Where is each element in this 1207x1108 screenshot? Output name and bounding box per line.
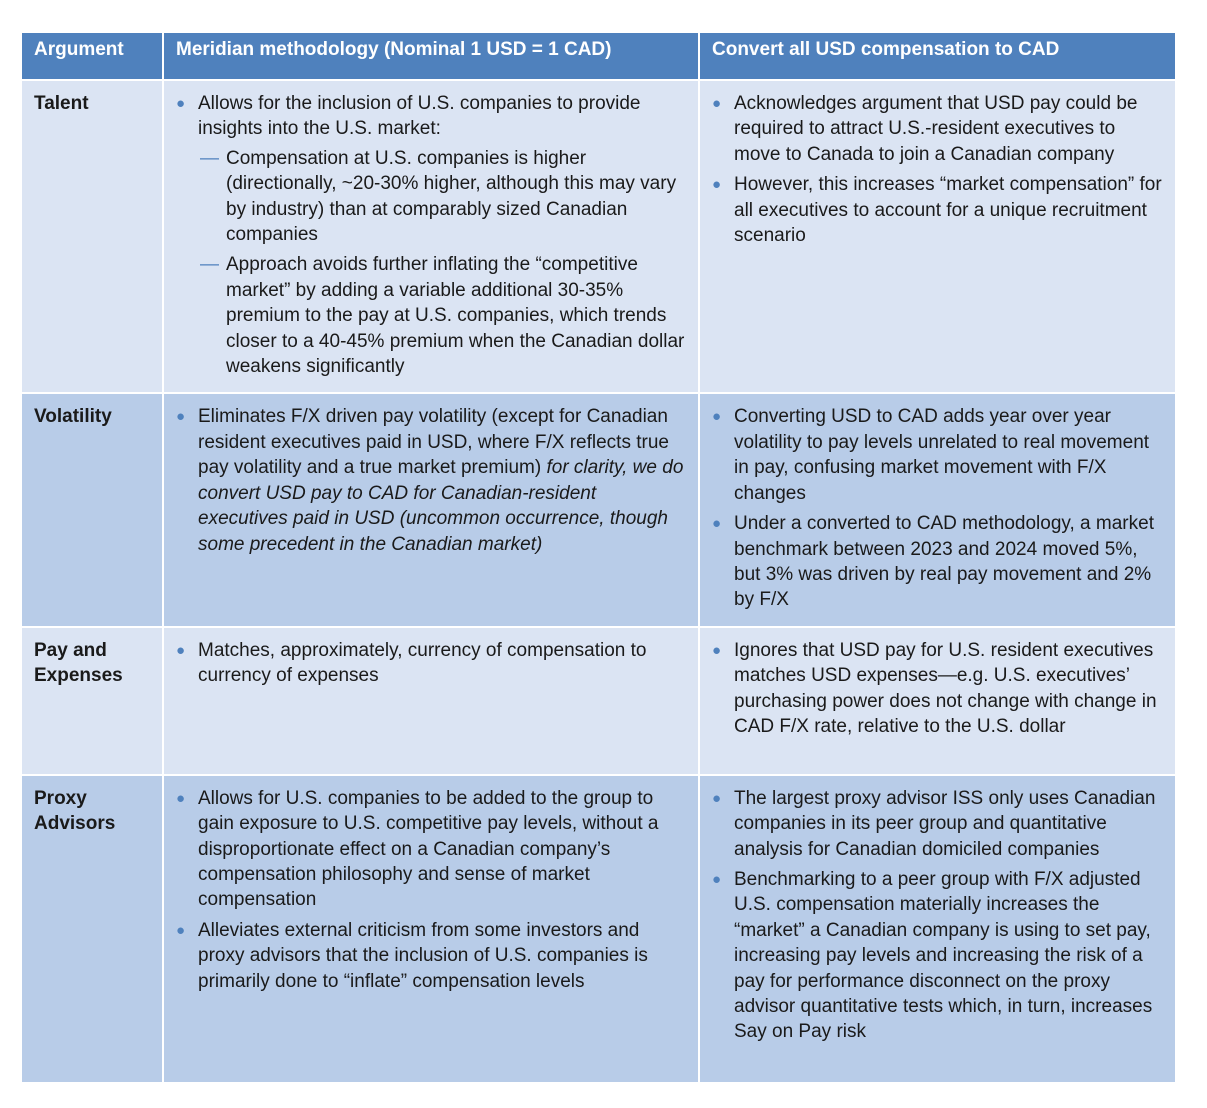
bullet-text: The largest proxy advisor ISS only uses Canadian companies in its peer group and quantitative analysis for Canadian domiciled companies	[734, 787, 1156, 860]
list-item	[176, 918, 688, 994]
row-talent	[22, 81, 1175, 394]
bullet-italic-text: for clarity, we do convert USD pay to CAD for Canadian-resident executives paid in USD (uncommon occurrence, though some precedent in the Canadian market)	[198, 457, 684, 555]
em-dash-icon: —	[200, 147, 219, 169]
bullet-text: Acknowledges argument that USD pay could be required to attract U.S.-resident executives to move to Canada to join a Canadian company	[734, 93, 1138, 165]
convert-cell	[700, 776, 1175, 1084]
bullet-list	[712, 404, 1165, 612]
header-row	[22, 33, 1175, 81]
header-convert-to-cad: Convert all USD compensation to CAD	[700, 33, 1175, 81]
bullet-dot-icon: ●	[176, 641, 186, 659]
bullet-dot-icon: ●	[176, 789, 186, 807]
list-item	[712, 172, 1165, 248]
sub-bullet-text: Approach avoids further inflating the “competitive market” by adding a variable additional 30-35% premium to the pay at U.S. companies, which trends closer to a 40-45% premium when the Canadian dollar weakens significantly	[226, 254, 685, 378]
list-item	[176, 786, 688, 913]
row-proxy-advisors	[22, 776, 1175, 1084]
list-item	[176, 91, 688, 379]
list-item	[712, 511, 1165, 613]
bullet-dot-icon: ●	[712, 408, 722, 426]
list-item	[176, 638, 688, 689]
row-pay-and-expenses	[22, 628, 1175, 776]
sub-list-item	[198, 146, 688, 248]
bullet-list	[712, 91, 1165, 248]
bullet-dot-icon: ●	[176, 921, 186, 939]
list-item	[176, 404, 688, 556]
bullet-dot-icon: ●	[712, 95, 722, 112]
bullet-text: Under a converted to CAD methodology, a market benchmark between 2023 and 2024 moved 5%, but 3% was driven by real pay movement and 2% by F/X	[734, 513, 1154, 611]
bullet-list	[176, 404, 688, 556]
bullet-dot-icon: ●	[176, 95, 186, 112]
meridian-cell	[164, 81, 700, 394]
sub-list	[198, 146, 688, 380]
list-item	[712, 786, 1165, 862]
list-item	[712, 638, 1165, 740]
convert-cell	[700, 81, 1175, 394]
list-item	[712, 404, 1165, 506]
sub-list-item	[198, 252, 688, 379]
list-item	[712, 867, 1165, 1045]
bullet-text: Eliminates F/X driven pay volatility (except for Canadian resident executives paid in USD, where F/X reflects true pay volatility and a true market premium)	[198, 406, 669, 479]
bullet-list	[176, 638, 688, 689]
bullet-text: Allows for U.S. companies to be added to the group to gain exposure to U.S. competitive pay levels, without a disproportionate effect on a Canadian company’s compensation philosophy and sense of market compensation	[198, 787, 659, 911]
convert-cell	[700, 394, 1175, 627]
bullet-dot-icon: ●	[712, 176, 722, 194]
bullet-dot-icon: ●	[712, 870, 722, 888]
meridian-cell	[164, 394, 700, 627]
bullet-list	[712, 638, 1165, 740]
em-dash-icon: —	[200, 254, 219, 276]
bullet-dot-icon: ●	[712, 789, 722, 807]
bullet-list	[176, 91, 688, 379]
bullet-text: Allows for the inclusion of U.S. companies to provide insights into the U.S. market:	[198, 93, 641, 140]
bullet-text: However, this increases “market compensation” for all executives to account for a unique recruitment scenario	[734, 174, 1162, 247]
meridian-cell	[164, 776, 700, 1084]
bullet-text: Benchmarking to a peer group with F/X adjusted U.S. compensation materially increases the “market” a Canadian company is using to set pay, increasing pay levels and increasing the risk of a pay for performance disconnect on the proxy advisor quantitative tests which, in turn, increases Say on Pay risk	[734, 868, 1153, 1043]
argument-cell: Talent	[22, 81, 164, 394]
header-meridian-methodology: Meridian methodology (Nominal 1 USD = 1 CAD)	[164, 33, 700, 81]
bullet-text: Alleviates external criticism from some investors and proxy advisors that the inclusion of U.S. companies is primarily done to “inflate” compensation levels	[198, 919, 648, 992]
bullet-text: Ignores that USD pay for U.S. resident executives matches USD expenses—e.g. U.S. executives’ purchasing power does not change with change in CAD F/X rate, relative to the U.S. dollar	[734, 639, 1157, 737]
header-argument: Argument	[22, 33, 164, 81]
sub-bullet-text: Compensation at U.S. companies is higher (directionally, ~20-30% higher, although this may vary by industry) than at comparably sized Canadian companies	[226, 147, 677, 246]
list-item	[712, 91, 1165, 167]
bullet-text: Matches, approximately, currency of compensation to currency of expenses	[198, 639, 647, 687]
bullet-dot-icon: ●	[176, 408, 186, 426]
argument-cell: Proxy Advisors	[22, 776, 164, 1084]
meridian-cell	[164, 628, 700, 776]
argument-cell: Volatility	[22, 394, 164, 627]
bullet-list	[176, 786, 688, 994]
row-volatility	[22, 394, 1175, 627]
convert-cell	[700, 628, 1175, 776]
argument-cell: Pay and Expenses	[22, 628, 164, 776]
comparison-table	[22, 33, 1175, 1084]
bullet-dot-icon: ●	[712, 515, 722, 533]
bullet-dot-icon: ●	[712, 641, 722, 659]
bullet-text: Converting USD to CAD adds year over year volatility to pay levels unrelated to real movement in pay, confusing market movement with F/X changes	[734, 406, 1150, 504]
bullet-list	[712, 786, 1165, 1045]
